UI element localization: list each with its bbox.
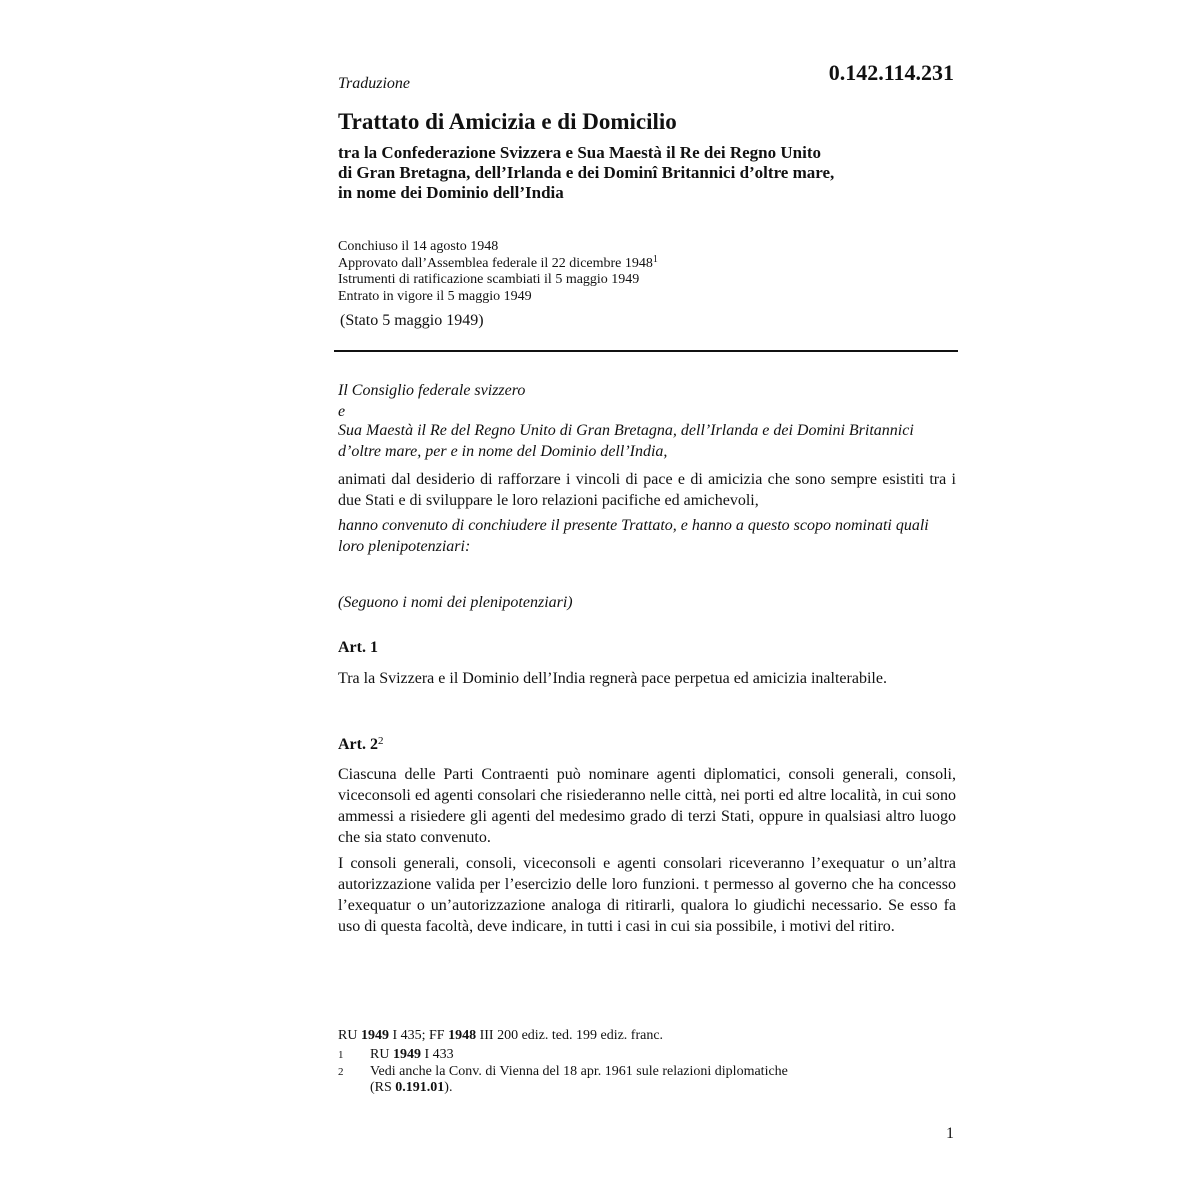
preamble-agreement: hanno convenuto di conchiudere il presente Trattato, e hanno a questo scopo nominati quali loro plenipotenziari: [338, 517, 929, 555]
article-1-heading: Art. 1 [338, 639, 378, 656]
footnote-text: Vedi anche la Conv. di Vienna del 18 apr. 1961 sule relazioni diplomatiche (RS 0.191.01). [370, 1064, 788, 1095]
preamble-motivation: animati dal desiderio di rafforzare i vincoli di pace e di amicizia che sono sempre esistiti tra i due Stati e di sviluppare le loro relazioni pacifiche ed amichevoli, [338, 471, 956, 509]
footnote-2 [338, 1064, 958, 1098]
article-2-heading: Art. $2^2$ [338, 735, 384, 753]
footnote-number: 2 [338, 1066, 344, 1078]
page-number: 1 [946, 1125, 954, 1142]
preamble-party-1: Il Consiglio federale svizzero [338, 382, 526, 399]
article-2-paragraph-2: I consoli generali, consoli, viceconsoli e agenti consolari riceveranno l’exequatur o un’altra autorizzazione valida per l’esercizio delle loro funzioni. t permesso al governo che ha concesso l’exequatur o un’autorizzazione analoga di ritirarli, qualora lo giudichi necessario. Se esso fa uso di questa facoltà, deve indicare, in tutti i casi in cui sia possibile, i motivi del ritiro. [338, 855, 956, 935]
translation-label: Traduzione [338, 75, 411, 92]
article-1-paragraph: Tra la Svizzera e il Dominio dell’India regnerà pace perpetua ed amicizia inalterabile. [338, 670, 887, 687]
footnote-1 [338, 1047, 958, 1064]
treaty-metadata [338, 239, 958, 305]
article-2-paragraph-1: Ciascuna delle Parti Contraenti può nominare agenti diplomatici, consoli generali, consoli, viceconsoli ed agenti consolari che risiederanno nelle città, nei porti ed altre località, in cui sono ammessi a risiedere gli agenti del medesimo grado di terzi Stati, oppure in qualsiasi altro luogo che sia stato convenuto. [338, 766, 956, 846]
document-subtitle [338, 143, 958, 203]
document-title: Trattato di Amicizia e di Domicilio [338, 109, 677, 134]
source-reference: RU 1949 I 435; FF 1948 III 200 ediz. ted. 199 ediz. franc. [338, 1028, 664, 1043]
preamble-conjunction: e [338, 403, 346, 420]
subtitle-line: di Gran Bretagna, dell’Irlanda e dei Dominî Britannici d’oltre mare, [338, 163, 835, 182]
footnote-ref: 1 [652, 253, 658, 265]
preamble-party-2: Sua Maestà il Re del Regno Unito di Gran Bretagna, dell’Irlanda e dei Domini Britannici d’oltre mare, per e in nome del Dominio dell’India, [338, 422, 914, 460]
sr-number: 0.142.114.231 [828, 60, 954, 85]
header-divider [334, 350, 958, 352]
approved-date: Approvato dall’Assemblea federale il 22 dicembre 1948$^1$ [338, 253, 658, 271]
in-force-date: Entrato in vigore il 5 maggio 1949 [338, 288, 532, 304]
status-date: (Stato 5 maggio 1949) [340, 312, 484, 329]
subtitle-line: tra la Confederazione Svizzera e Sua Maestà il Re dei Regno Unito [338, 143, 821, 162]
concluded-date: Conchiuso il 14 agosto 1948 [338, 239, 499, 254]
ratification-date: Istrumenti di ratificazione scambiati il 5 maggio 1949 [338, 272, 640, 287]
footnote-ref: 2 [377, 735, 384, 747]
footnote-text: RU 1949 I 433 [370, 1047, 454, 1062]
subtitle-line: in nome dei Dominio dell’India [338, 183, 564, 202]
footnote-number: 1 [338, 1049, 344, 1061]
plenipotentiaries-note: (Seguono i nomi dei plenipotenziari) [338, 594, 573, 611]
